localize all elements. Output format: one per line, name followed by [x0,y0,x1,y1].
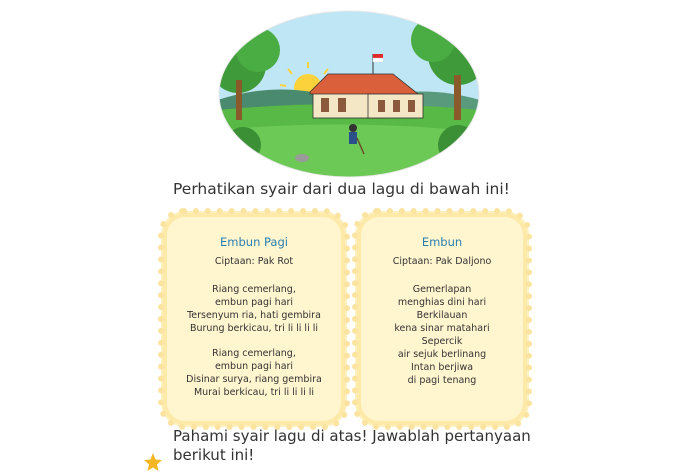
song-card-embun [357,213,527,425]
lyric-line: menghias dini hari [397,297,487,308]
lyric-line: kena sinar matahari [394,323,490,334]
song-title: Embun Pagi [220,235,288,249]
song-stanza [163,283,345,335]
lyric-line: Riang cemerlang, [212,284,296,295]
lyric-line: Tersenyum ria, hati gembira [187,310,321,321]
lyric-line: Berkilauan [416,310,468,321]
song-title: Embun [421,235,463,249]
lyric-line: Sepercik [421,336,463,347]
question-text [173,427,531,465]
question-line-1: Pahami syair lagu di atas! Jawablah pertanyaan [173,427,531,445]
lyric-line: Riang cemerlang, [212,348,296,359]
song-stanza [357,283,527,387]
star-icon [143,452,163,472]
song-stanza [163,347,345,399]
instruction-text: Perhatikan syair dari dua lagu di bawah ini! [173,180,510,198]
lyric-line: embun pagi hari [214,297,294,308]
lyric-line: Gemerlapan [412,284,472,295]
lyric-line: Disinar surya, riang gembira [186,374,322,385]
question-line-2: berikut ini! [173,446,255,464]
lyric-line: Murai berkicau, tri li li li li [193,387,315,398]
song-card-embun-pagi [163,213,345,425]
lyric-line: Burung berkicau, tri li li li li [189,323,319,334]
lyric-line: Intan berjiwa [410,362,474,373]
song-composer: Ciptaan: Pak Daljono [392,256,492,267]
school-landscape-illustration [218,10,480,178]
lyric-line: di pagi tenang [407,375,477,386]
lyric-line: air sejuk berlinang [397,349,487,360]
song-composer: Ciptaan: Pak Rot [214,256,294,267]
lyric-line: embun pagi hari [214,361,294,372]
